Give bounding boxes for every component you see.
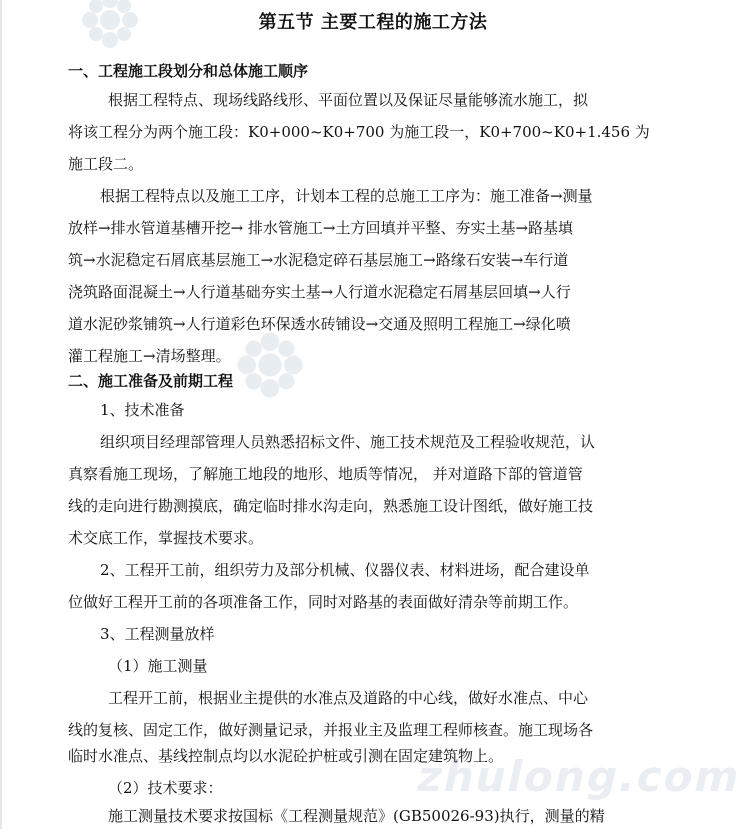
section2-heading: 二、施工准备及前期工程 [68,372,234,390]
section1-para1-line: 根据工程特点、现场线路线形、平面位置以及保证尽量能够流水施工，拟 [108,91,589,109]
watermark-text: zhulong.com [412,752,746,801]
item1-para-line: 术交底工作，掌握技术要求。 [68,529,264,547]
sub1-para-line: 临时水准点、基线控制点均以水泥砼护桩或引测在固定建筑物上。 [68,747,504,765]
item1-para-line: 真察看施工现场，了解施工地段的地形、地质等情况， 并对道路下部的管道管 [68,465,583,483]
section1-para2-line: 放样→排水管道基槽开挖→ 排水管施工→土方回填并平整、夯实土基→路基填 [68,219,574,237]
section1-para2-line: 灌工程施工→清场整理。 [68,347,231,365]
page-title: 第五节 主要工程的施工方法 [258,12,488,33]
section1-para1-line: 施工段二。 [68,155,144,173]
watermark-flower-icon [235,330,305,400]
item1-para-line: 线的走向进行勘测摸底，确定临时排水沟走向，熟悉施工设计图纸，做好施工技 [68,497,594,515]
item1-heading: 1、技术准备 [100,401,185,419]
sub2-heading: （2）技术要求： [108,779,223,797]
sub2-para-line: 施工测量技术要求按国标《工程测量规范》(GB50026-93)执行，测量的精 [108,807,605,825]
sub1-heading: （1）施工测量 [108,657,208,675]
section1-para2-line: 浇筑路面混凝土→人行道基础夯实土基→人行道水泥稳定石屑基层回填→人行 [68,283,571,301]
page-edge-shadow [0,0,2,829]
section1-para2-line: 筑→水泥稳定石屑底基层施工→水泥稳定碎石基层施工→路缘石安装→车行道 [68,251,569,269]
item1-para-line: 组织项目经理部管理人员熟悉招标文件、施工技术规范及工程验收规范，认 [100,433,596,451]
item2-para-line: 2、工程开工前，组织劳力及部分机械、仪器仪表、材料进场，配合建设单 [100,561,590,579]
item2-para-line: 位做好工程开工前的各项准备工作，同时对路基的表面做好清杂等前期工作。 [68,593,579,611]
sub1-para-line: 线的复核、固定工作，做好测量记录，并报业主及监理工程师核查。施工现场各 [68,721,594,739]
section1-para2-line: 道水泥砂浆铺筑→人行道彩色环保透水砖铺设→交通及照明工程施工→绿化喷 [68,315,571,333]
section1-heading: 一、工程施工段划分和总体施工顺序 [68,62,309,80]
section1-para1-line: 将该工程分为两个施工段：K0+000~K0+700 为施工段一，K0+700~K0+1.456 为 [68,123,650,141]
sub1-para-line: 工程开工前，根据业主提供的水准点及道路的中心线，做好水准点、中心 [108,689,589,707]
item3-heading: 3、工程测量放样 [100,625,215,643]
section1-para2-line: 根据工程特点以及施工工序，计划本工程的总施工工序为：施工准备→测量 [100,187,593,205]
